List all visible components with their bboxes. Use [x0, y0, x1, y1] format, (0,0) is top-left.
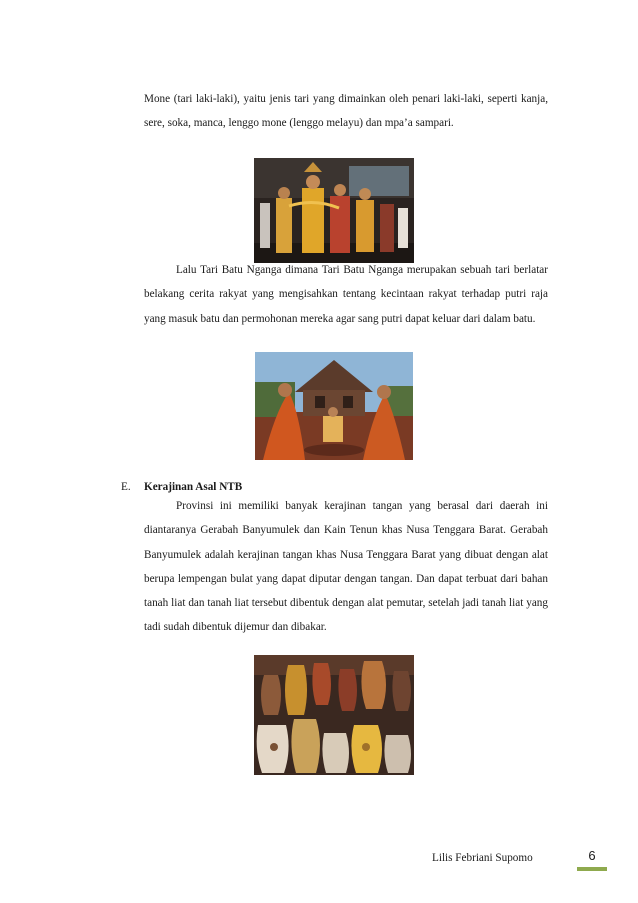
- photo-dance-performance: [254, 158, 414, 263]
- photo-traditional-house-dancers: [255, 352, 413, 460]
- section-title: Kerajinan Asal NTB: [144, 481, 243, 493]
- paragraph-kerajinan: Provinsi ini memiliki banyak kerajinan tangan yang berasal dari daerah ini diantaranya Gerabah Banyumulek dan Kain Tenun khas Nusa Tenggara Barat. Gerabah Banyumulek adalah kerajinan tangan khas Nusa Tenggara Barat yang dibuat dengan alat berupa lempengan bulat yang dapat diputar dengan tangan. Dan dapat terbuat dari bahan tanah liat dan tanah liat tersebut dibentuk dengan alat pemutar, setelah jadi tanah liat yang tadi sudah dibentuk dijemur dan dibakar.: [144, 500, 548, 634]
- section-letter: E.: [121, 481, 131, 493]
- page-number: 6: [588, 848, 596, 863]
- footer-author: Lilis Febriani Supomo: [432, 852, 533, 864]
- paragraph-mone: Mone (tari laki-laki), yaitu jenis tari yang dimainkan oleh penari laki-laki, seperti kanja, sere, soka, manca, lenggo mone (lenggo melayu) dan mpa’a sampari.: [144, 93, 548, 130]
- page-number-rule: [577, 867, 607, 871]
- photo-pottery: [254, 655, 414, 775]
- paragraph-batu-nganga: Lalu Tari Batu Nganga dimana Tari Batu Nganga merupakan sebuah tari berlatar belakang cerita rakyat yang mengisahkan tentang kecintaan rakyat terhadap putri raja yang masuk batu dan permohonan mereka agar sang putri dapat keluar dari dalam batu.: [144, 264, 548, 325]
